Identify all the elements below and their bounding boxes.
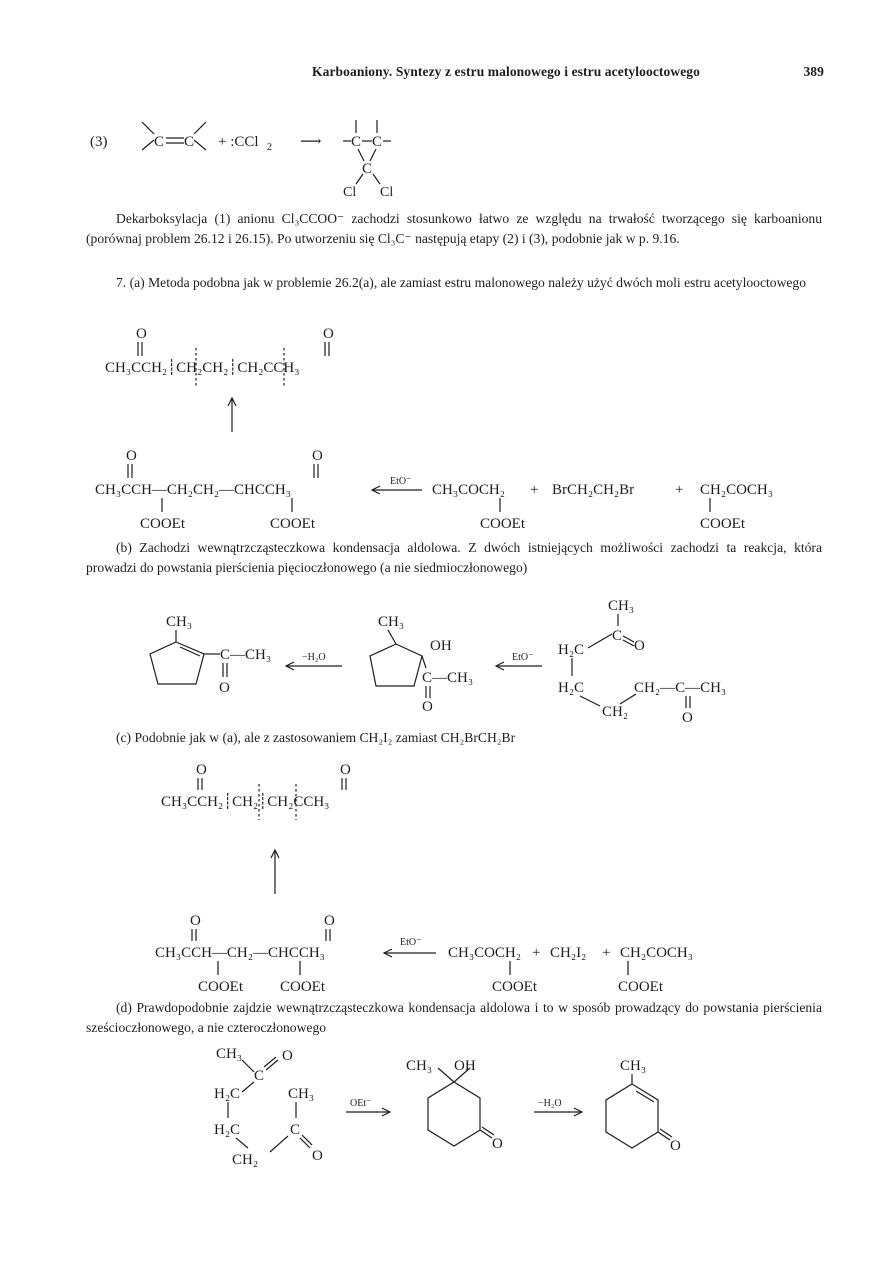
- svg-text:H₂C: H₂C: [214, 1122, 241, 1138]
- svg-text:COOEt: COOEt: [140, 516, 185, 530]
- svg-text:O: O: [422, 699, 433, 715]
- svg-text:OH: OH: [430, 638, 452, 654]
- target-diketone-a: [100, 322, 400, 440]
- alkene-c1: C: [154, 134, 165, 150]
- svg-text:CH₂—C—CH₃: CH₂—C—CH₃: [634, 680, 727, 696]
- svg-text:O: O: [126, 448, 137, 464]
- scheme-b-aldol: [140, 592, 780, 727]
- svg-text:O: O: [682, 710, 693, 726]
- problem-7b-paragraph: (b) Zachodzi wewnątrzcząsteczkowa kondensacja aldolowa. Z dwóch istniejących możliwości zachodzi ta reakcja, która prowadzi do powstania pierścienia pięcioczłonowego (a nie siedmioczłonowego): [86, 540, 822, 575]
- svg-text:2: 2: [267, 142, 272, 153]
- ring-c1: C: [351, 134, 362, 150]
- svg-text:O: O: [340, 762, 351, 778]
- svg-text:EtO⁻: EtO⁻: [400, 937, 422, 948]
- target-formula-c: CH₃CCH₂┊CH₂┊CH₂CCH₃: [161, 794, 330, 810]
- cyclopentane-ring: [370, 644, 422, 686]
- svg-text:+: +: [532, 945, 541, 961]
- svg-text:−H₂O: −H₂O: [538, 1098, 562, 1109]
- intermediate-diester-c: CH₃CCH—CH₂—CHCCH₃: [155, 945, 325, 961]
- svg-text:C: C: [290, 1122, 301, 1138]
- problem-7d-paragraph: (d) Prawdopodobnie zajdzie wewnątrzcząsteczkowa kondensacja aldolowa i to w sposób prowadzący do powstania pierścienia sześcioczłonowego, a nie czteroczłonowego: [86, 1000, 822, 1035]
- reaction-arrow: ⟶: [300, 134, 322, 150]
- svg-text:CH₃: CH₃: [620, 1058, 647, 1074]
- svg-text:COOEt: COOEt: [480, 516, 525, 530]
- base-label: EtO⁻: [390, 476, 412, 487]
- svg-text:H₂C: H₂C: [558, 680, 585, 696]
- svg-text:O: O: [312, 1148, 323, 1164]
- svg-text:COOEt: COOEt: [270, 516, 315, 530]
- scheme-a-reaction: [90, 440, 830, 530]
- svg-text:COOEt: COOEt: [700, 516, 745, 530]
- svg-text:CH₃: CH₃: [406, 1058, 433, 1074]
- svg-text:COOEt: COOEt: [198, 979, 243, 995]
- svg-text:+: +: [675, 482, 684, 498]
- svg-text:C: C: [612, 628, 623, 644]
- svg-text:O: O: [312, 448, 323, 464]
- svg-text:O: O: [492, 1136, 503, 1152]
- dibromoethane: BrCH₂CH₂Br: [552, 482, 635, 498]
- svg-text:CH₃: CH₃: [166, 614, 193, 630]
- svg-text:C: C: [372, 134, 383, 150]
- svg-text:C: C: [254, 1068, 265, 1084]
- problem-7a-paragraph: 7. (a) Metoda podobna jak w problemie 26.2(a), ale zamiast estru malonowego należy użyć dwóch moli estru acetylooctowego: [116, 275, 807, 290]
- svg-text:O: O: [219, 680, 230, 696]
- svg-text:CH₃COCH₂: CH₃COCH₂: [448, 945, 521, 961]
- svg-text:COOEt: COOEt: [280, 979, 325, 995]
- svg-text:CH₃: CH₃: [608, 598, 635, 614]
- dichlorocarbene: + :CCl: [218, 134, 259, 150]
- svg-text:H₂C: H₂C: [214, 1086, 241, 1102]
- svg-text:CH₂COCH₃: CH₂COCH₃: [620, 945, 693, 961]
- svg-text:CH₃: CH₃: [216, 1046, 243, 1062]
- carbene-addition-scheme: [80, 108, 440, 202]
- alkene-c2: C: [184, 134, 195, 150]
- cyclohexane-ring: [428, 1082, 480, 1146]
- decarboxylation-paragraph: Dekarboksylacja (1) anionu Cl₃CCOO⁻ zachodzi stosunkowo łatwo ze względu na trwałość tworzącego się karboanionu (porównaj problem 26.12 i 26.15). Po utworzeniu się Cl₃C⁻ następują etapy (2) i (3), podobnie jak w p. 9.16.: [86, 211, 822, 246]
- running-title: Karboaniony. Syntezy z estru malonowego i estru acetylooctowego: [312, 64, 700, 79]
- svg-text:+: +: [530, 482, 539, 498]
- svg-text:O: O: [282, 1048, 293, 1064]
- svg-text:O: O: [634, 638, 645, 654]
- svg-text:Cl: Cl: [380, 185, 394, 200]
- svg-text:C—CH₃: C—CH₃: [220, 647, 272, 663]
- svg-text:CH₃: CH₃: [378, 614, 405, 630]
- svg-text:Cl: Cl: [343, 185, 357, 200]
- cyclopentene-ring: [150, 642, 204, 684]
- svg-text:O: O: [670, 1138, 681, 1154]
- svg-text:O: O: [324, 913, 335, 929]
- svg-text:CH₃: CH₃: [288, 1086, 315, 1102]
- running-header: [312, 64, 824, 80]
- scheme-d-aldol: [200, 1040, 720, 1170]
- svg-text:+: +: [602, 945, 611, 961]
- svg-text:O: O: [136, 326, 147, 342]
- svg-text:CH₂: CH₂: [232, 1152, 259, 1168]
- svg-text:C: C: [362, 161, 373, 177]
- svg-text:COOEt: COOEt: [618, 979, 663, 995]
- page-number: 389: [803, 64, 824, 79]
- svg-text:OH: OH: [454, 1058, 476, 1074]
- target-formula-a: CH₃CCH₂┊CH₂CH₂┊CH₂CCH₃: [105, 360, 300, 376]
- svg-text:OEt⁻: OEt⁻: [350, 1098, 372, 1109]
- acetoacetate-2: CH₂COCH₃: [700, 482, 773, 498]
- svg-text:H₂C: H₂C: [558, 642, 585, 658]
- svg-text:−H₂O: −H₂O: [302, 652, 326, 663]
- cyclohexenone-ring: [606, 1084, 658, 1148]
- svg-text:O: O: [196, 762, 207, 778]
- alkene-bond: [142, 122, 154, 134]
- svg-text:COOEt: COOEt: [492, 979, 537, 995]
- alkene-bond: [142, 140, 154, 150]
- problem-7c-paragraph: (c) Podobnie jak w (a), ale z zastosowaniem CH₂I₂ zamiast CH₂BrCH₂Br: [116, 730, 516, 745]
- step-3-label: (3): [90, 134, 108, 150]
- svg-text:EtO⁻: EtO⁻: [512, 652, 534, 663]
- scheme-c-reaction: [150, 905, 770, 997]
- intermediate-diester-a: CH₃CCH—CH₂CH₂—CHCCH₃: [95, 482, 291, 498]
- svg-text:O: O: [190, 913, 201, 929]
- svg-text:C—CH₃: C—CH₃: [422, 670, 474, 686]
- svg-text:CH₂: CH₂: [602, 704, 629, 720]
- svg-text:O: O: [323, 326, 334, 342]
- target-diketone-c: [156, 758, 416, 898]
- svg-text:CH₂I₂: CH₂I₂: [550, 945, 587, 961]
- acetoacetate-1: CH₃COCH₂: [432, 482, 505, 498]
